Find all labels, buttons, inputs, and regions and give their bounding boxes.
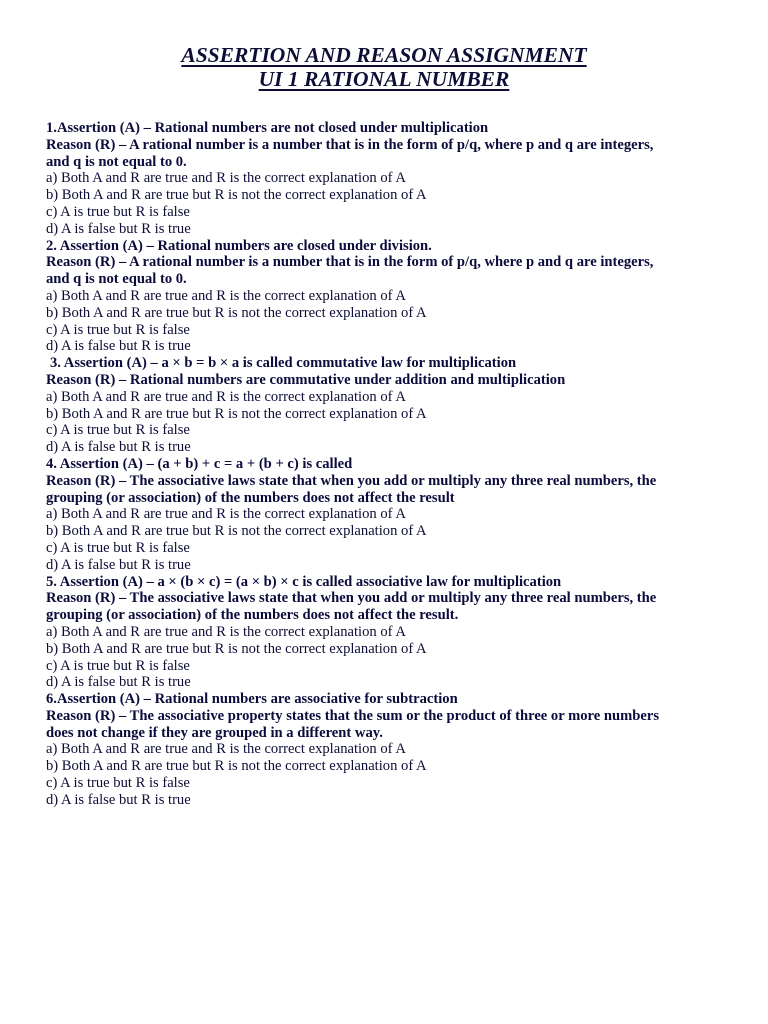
option-a: a) Both A and R are true and R is the correct explanation of A <box>46 741 406 758</box>
assertion-text: 5. Assertion (A) – a × (b × c) = (a × b) × c is called associative law for multiplication <box>46 573 562 590</box>
assertion-text: 1.Assertion (A) – Rational numbers are not closed under multiplication <box>46 120 489 136</box>
option-b: b) Both A and R are true but R is not the correct explanation of A <box>46 758 427 775</box>
option-d: d) A is false but R is true <box>46 791 191 808</box>
option-a: a) Both A and R are true and R is the correct explanation of A <box>46 388 406 405</box>
option-d: d) A is false but R is true <box>46 556 191 573</box>
option-c: c) A is true but R is false <box>46 422 190 439</box>
option-a: a) Both A and R are true and R is the correct explanation of A <box>46 506 406 523</box>
reason-text-continued: and q is not equal to 0. <box>46 271 187 288</box>
title-line-2: UI 1 RATIONAL NUMBER <box>258 67 510 91</box>
question-1 <box>46 120 726 238</box>
question-3 <box>46 355 726 456</box>
assertion-text: 2. Assertion (A) – Rational numbers are closed under division. <box>46 237 432 254</box>
assertion-text: 4. Assertion (A) – (a + b) + c = a + (b + c) is called <box>46 455 353 472</box>
option-a: a) Both A and R are true and R is the correct explanation of A <box>46 623 406 640</box>
assertion-text: 6.Assertion (A) – Rational numbers are associative for subtraction <box>46 691 458 708</box>
reason-text: Reason (R) – The associative property states that the sum or the product of three or more numbers <box>46 707 660 724</box>
option-d: d) A is false but R is true <box>46 220 191 237</box>
question-list <box>46 120 726 809</box>
option-c: c) A is true but R is false <box>46 657 190 674</box>
question-2 <box>46 238 726 356</box>
reason-text-continued: grouping (or association) of the numbers does not affect the result. <box>46 607 459 624</box>
reason-text-continued: grouping (or association) of the numbers does not affect the result <box>46 489 455 506</box>
option-b: b) Both A and R are true but R is not the correct explanation of A <box>46 187 427 204</box>
option-b: b) Both A and R are true but R is not the correct explanation of A <box>46 523 427 540</box>
option-d: d) A is false but R is true <box>46 674 191 691</box>
option-c: c) A is true but R is false <box>46 203 190 220</box>
reason-text: Reason (R) – The associative laws state that when you add or multiply any three real numbers, the <box>46 472 657 489</box>
reason-text: Reason (R) – Rational numbers are commutative under addition and multiplication <box>46 371 566 388</box>
option-d: d) A is false but R is true <box>46 338 191 355</box>
reason-text: Reason (R) – A rational number is a number that is in the form of p/q, where p and q are integers, <box>46 136 654 153</box>
option-c: c) A is true but R is false <box>46 321 190 338</box>
question-6 <box>46 691 726 809</box>
reason-text: Reason (R) – A rational number is a number that is in the form of p/q, where p and q are integers, <box>46 254 654 271</box>
reason-text-continued: does not change if they are grouped in a different way. <box>46 724 383 741</box>
option-b: b) Both A and R are true but R is not the correct explanation of A <box>46 640 427 657</box>
option-b: b) Both A and R are true but R is not the correct explanation of A <box>46 304 427 321</box>
option-c: c) A is true but R is false <box>46 539 190 556</box>
question-5 <box>46 574 726 692</box>
reason-text-continued: and q is not equal to 0. <box>46 153 187 170</box>
assertion-text: 3. Assertion (A) – a × b = b × a is called commutative law for multiplication <box>50 355 517 372</box>
option-b: b) Both A and R are true but R is not the correct explanation of A <box>46 405 427 422</box>
question-4 <box>46 456 726 574</box>
option-c: c) A is true but R is false <box>46 775 190 792</box>
title-line-1: ASSERTION AND REASON ASSIGNMENT <box>181 43 587 67</box>
option-d: d) A is false but R is true <box>46 439 191 456</box>
reason-text: Reason (R) – The associative laws state that when you add or multiply any three real numbers, the <box>46 590 657 607</box>
page-title <box>0 43 768 91</box>
option-a: a) Both A and R are true and R is the correct explanation of A <box>46 170 406 187</box>
option-a: a) Both A and R are true and R is the correct explanation of A <box>46 287 406 304</box>
